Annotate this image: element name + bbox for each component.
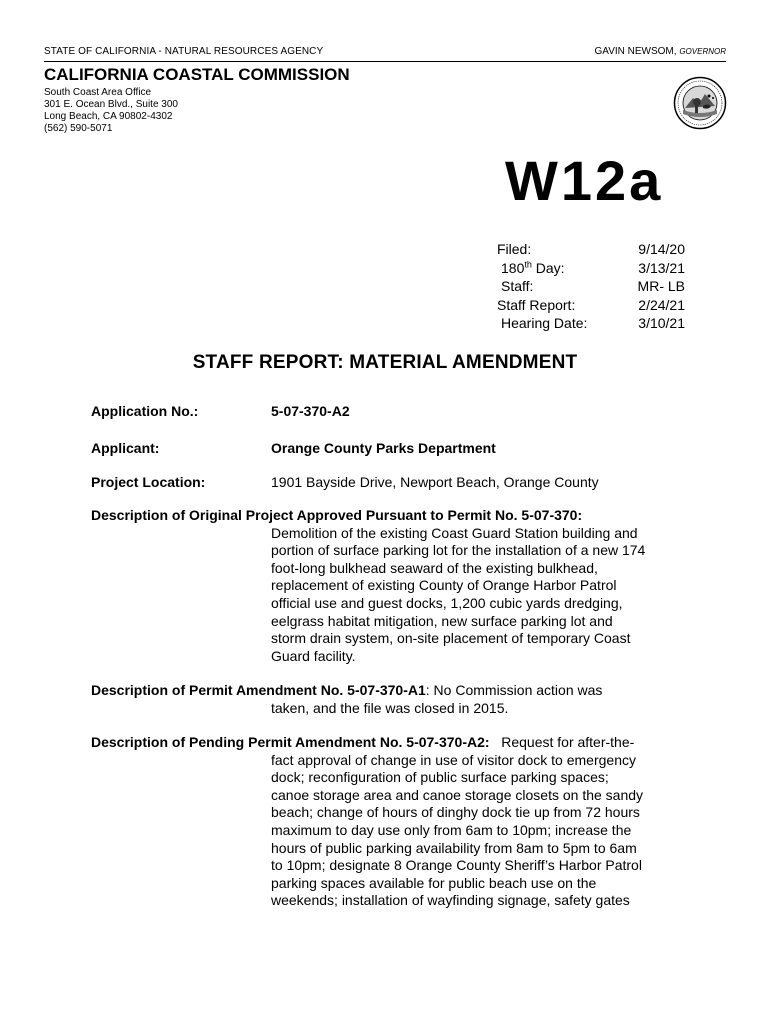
project-location-label: Project Location: [91, 474, 206, 490]
governor-line [595, 46, 727, 57]
180th-day-label [501, 259, 565, 278]
body-line: foot-long bulkhead seaward of the existing bulkhead, [271, 559, 598, 576]
project-location: 1901 Bayside Drive, Newport Beach, Orange County [271, 474, 599, 490]
staff-row [497, 277, 697, 296]
amendment-a1-text: : No Commission action was [425, 682, 603, 698]
amendment-a2-first-line [91, 734, 691, 752]
body-line: Demolition of the existing Coast Guard Station building and [271, 524, 638, 541]
body-line: parking spaces available for public beach use on the [271, 874, 597, 891]
body-line: portion of surface parking lot for the installation of a new 174 [271, 542, 646, 559]
body-line: dock; reconfiguration of public surface parking spaces; [271, 769, 609, 786]
day-suffix: Day: [531, 259, 565, 276]
staff-report-row [497, 296, 697, 315]
body-line: canoe storage area and canoe storage closets on the sandy [271, 786, 644, 803]
body-line: hours of public parking availability from 8am to 5pm to 6am [271, 839, 637, 856]
office-address [44, 87, 178, 135]
report-metadata [497, 240, 697, 333]
application-label: Application No.: [91, 403, 199, 419]
body-line: weekends; installation of wayfinding signage, safety gates [271, 892, 630, 909]
original-project-heading: Description of Original Project Approved Pursuant to Permit No. 5-07-370: [91, 507, 583, 523]
office-name: South Coast Area Office [44, 87, 152, 98]
body-line: taken, and the file was closed in 2015. [271, 699, 509, 716]
amendment-a2-heading: Description of Pending Permit Amendment No. 5-07-370-A2: [91, 734, 490, 750]
address-line-1: 301 E. Ocean Blvd., Suite 300 [44, 99, 178, 110]
amendment-a2-body [91, 752, 691, 910]
body-line: beach; change of hours of dinghy dock tie up from 72 hours [271, 804, 640, 821]
day-ordinal: th [524, 258, 532, 269]
amendment-a1-description [91, 682, 691, 717]
hearing-date-label: Hearing Date: [501, 315, 588, 331]
governor-name: GAVIN NEWSOM, [594, 46, 677, 57]
california-state-seal-icon [673, 76, 727, 130]
amendment-a2-text: Request for after-the- [489, 734, 635, 750]
body-line: replacement of existing County of Orange Harbor Patrol [271, 577, 617, 594]
staff-value: MR- LB [637, 278, 685, 294]
application-number: 5-07-370-A2 [271, 403, 350, 419]
body-line: to 10pm; designate 8 Orange County Sheriff’s Harbor Patrol [271, 857, 642, 874]
body-line: official use and guest docks, 1,200 cubic yards dredging, [271, 594, 623, 611]
office-phone: (562) 590-5071 [44, 123, 113, 134]
address-line-2: Long Beach, CA 90802-4302 [44, 111, 173, 122]
applicant-label: Applicant: [91, 440, 160, 456]
filed-row [497, 240, 697, 259]
staff-report-label: Staff Report: [497, 296, 576, 313]
hearing-date-value: 3/10/21 [638, 315, 685, 331]
amendment-a2-description [91, 734, 691, 910]
180th-day-row [497, 259, 697, 278]
body-line: maximum to day use only from 6am to 10pm; increase the [271, 821, 632, 838]
staff-label: Staff: [501, 278, 534, 294]
original-project-body [91, 525, 691, 666]
180th-day-value: 3/13/21 [638, 259, 685, 276]
agency-line: STATE OF CALIFORNIA - NATURAL RESOURCES AGENCY [44, 46, 324, 57]
staff-report-value: 2/24/21 [638, 296, 685, 313]
agenda-item-number: W12a [505, 149, 664, 212]
body-line: storm drain system, on-site placement of temporary Coast [271, 630, 631, 647]
governor-title: GOVERNOR [679, 47, 726, 56]
amendment-a1-heading: Description of Permit Amendment No. 5-07-370-A1 [91, 682, 426, 698]
original-project-description [91, 507, 691, 665]
hearing-date-row [497, 314, 697, 333]
commission-name: CALIFORNIA COASTAL COMMISSION [44, 65, 350, 84]
amendment-a1-body [91, 700, 691, 718]
applicant-name: Orange County Parks Department [271, 440, 496, 456]
header-rule [44, 61, 726, 62]
day-number: 180 [501, 259, 525, 276]
report-title: STAFF REPORT: MATERIAL AMENDMENT [192, 352, 578, 373]
body-line: eelgrass habitat mitigation, new surface parking lot and [271, 612, 613, 629]
amendment-a1-first-line [91, 682, 691, 700]
filed-label: Filed: [497, 241, 532, 257]
filed-value: 9/14/20 [638, 241, 685, 257]
body-line: fact approval of change in use of visitor dock to emergency [271, 751, 636, 768]
body-line: Guard facility. [271, 647, 356, 664]
